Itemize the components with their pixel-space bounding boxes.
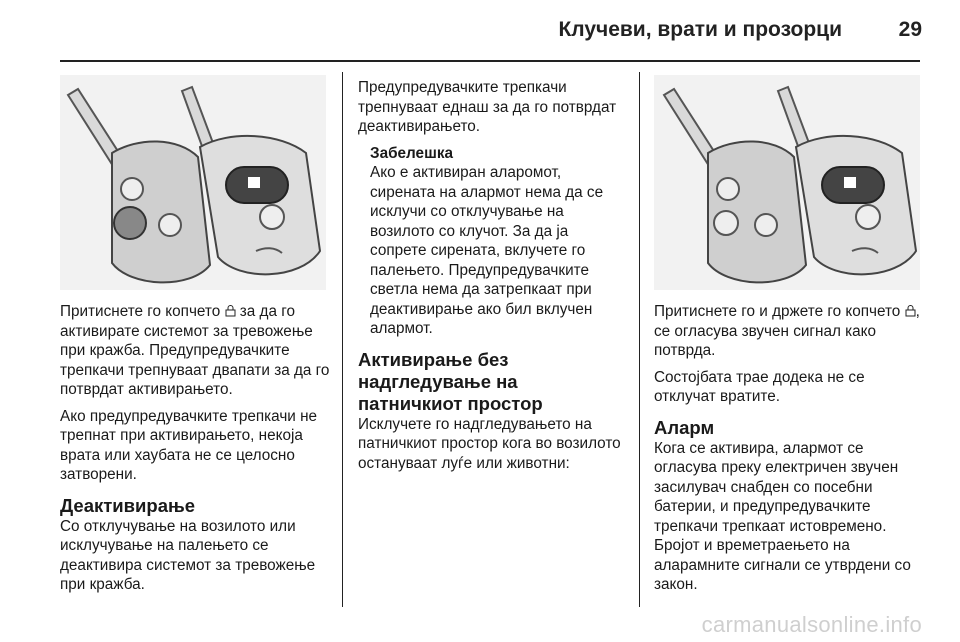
col1-paragraph-1: Притиснете го копчето за да го активирате системот за тревожење при кражба. Предупредувачките трепкачи трепнуваат двапати за да го потврдат активирањето.	[60, 303, 330, 398]
column-3	[654, 302, 924, 602]
col3-paragraph-2: Состојбата трае додека не се отклучат вратите.	[654, 368, 865, 405]
key-fob-drawing	[60, 75, 326, 290]
col1-paragraph-2: Ако предупредувачките трепкачи не трепнат при активирањето, некоја врата или хаубата не се целосно затворени.	[60, 407, 318, 483]
column-divider-1	[342, 72, 343, 607]
col3-paragraph-3: Кога се активира, алармот се огласува преку електричен звучен засилувач снабден со посебни батерии, и предупредувачките трепкачи трепкаат истовремено. Бројот и времетраењето на аларамните сигнали се утврдени со закон.	[654, 439, 911, 593]
watermark: carmanualsonline.info	[701, 612, 922, 637]
key-fob-drawing-2	[654, 75, 920, 290]
key-fob-illustration-2	[654, 75, 920, 290]
lock-icon	[905, 305, 916, 317]
col2-paragraph-1: Предупредувачките трепкачи трепнуваат еднаш за да го потврдат деактивирањето.	[358, 79, 617, 135]
note-title: Забелешка	[370, 144, 453, 162]
column-1	[60, 302, 332, 602]
col1-paragraph-3: Со отклучување на возилото или исклучување на палењето се деактивира системот за тревожење при кражба.	[60, 517, 316, 593]
heading-deactivation: Деактивирање	[60, 494, 196, 516]
lock-icon	[225, 305, 236, 317]
column-divider-2	[639, 72, 640, 607]
heading-alarm: Аларм	[654, 416, 715, 438]
heading-interior-monitoring: Активирање без надгледување на патничкиот простор	[358, 348, 543, 414]
column-2	[358, 78, 626, 480]
col2-paragraph-2: Исклучете го надгледувањето на патничкиот простор кога во возилото остануваат луѓе или животни:	[358, 415, 621, 472]
note-text: Ако е активиран аларомот, сирената на алармот нема да се исклучи со отклучување на возилото со клучот. За да ја сопрете сирената, вклучете го палењето. Предупредувачките светла нема да затрепкаат при деактивирање ако бил вклучен алармот.	[370, 164, 604, 337]
header-rule	[60, 60, 920, 62]
page-number: 29	[898, 18, 922, 41]
header-title: Клучеви, врати и прозорци	[558, 18, 842, 41]
col3-paragraph-1: Притиснете го и држете го копчето , се огласува звучен сигнал како потврда.	[654, 303, 920, 359]
note-box	[358, 144, 626, 339]
key-fob-illustration-1	[60, 75, 326, 290]
